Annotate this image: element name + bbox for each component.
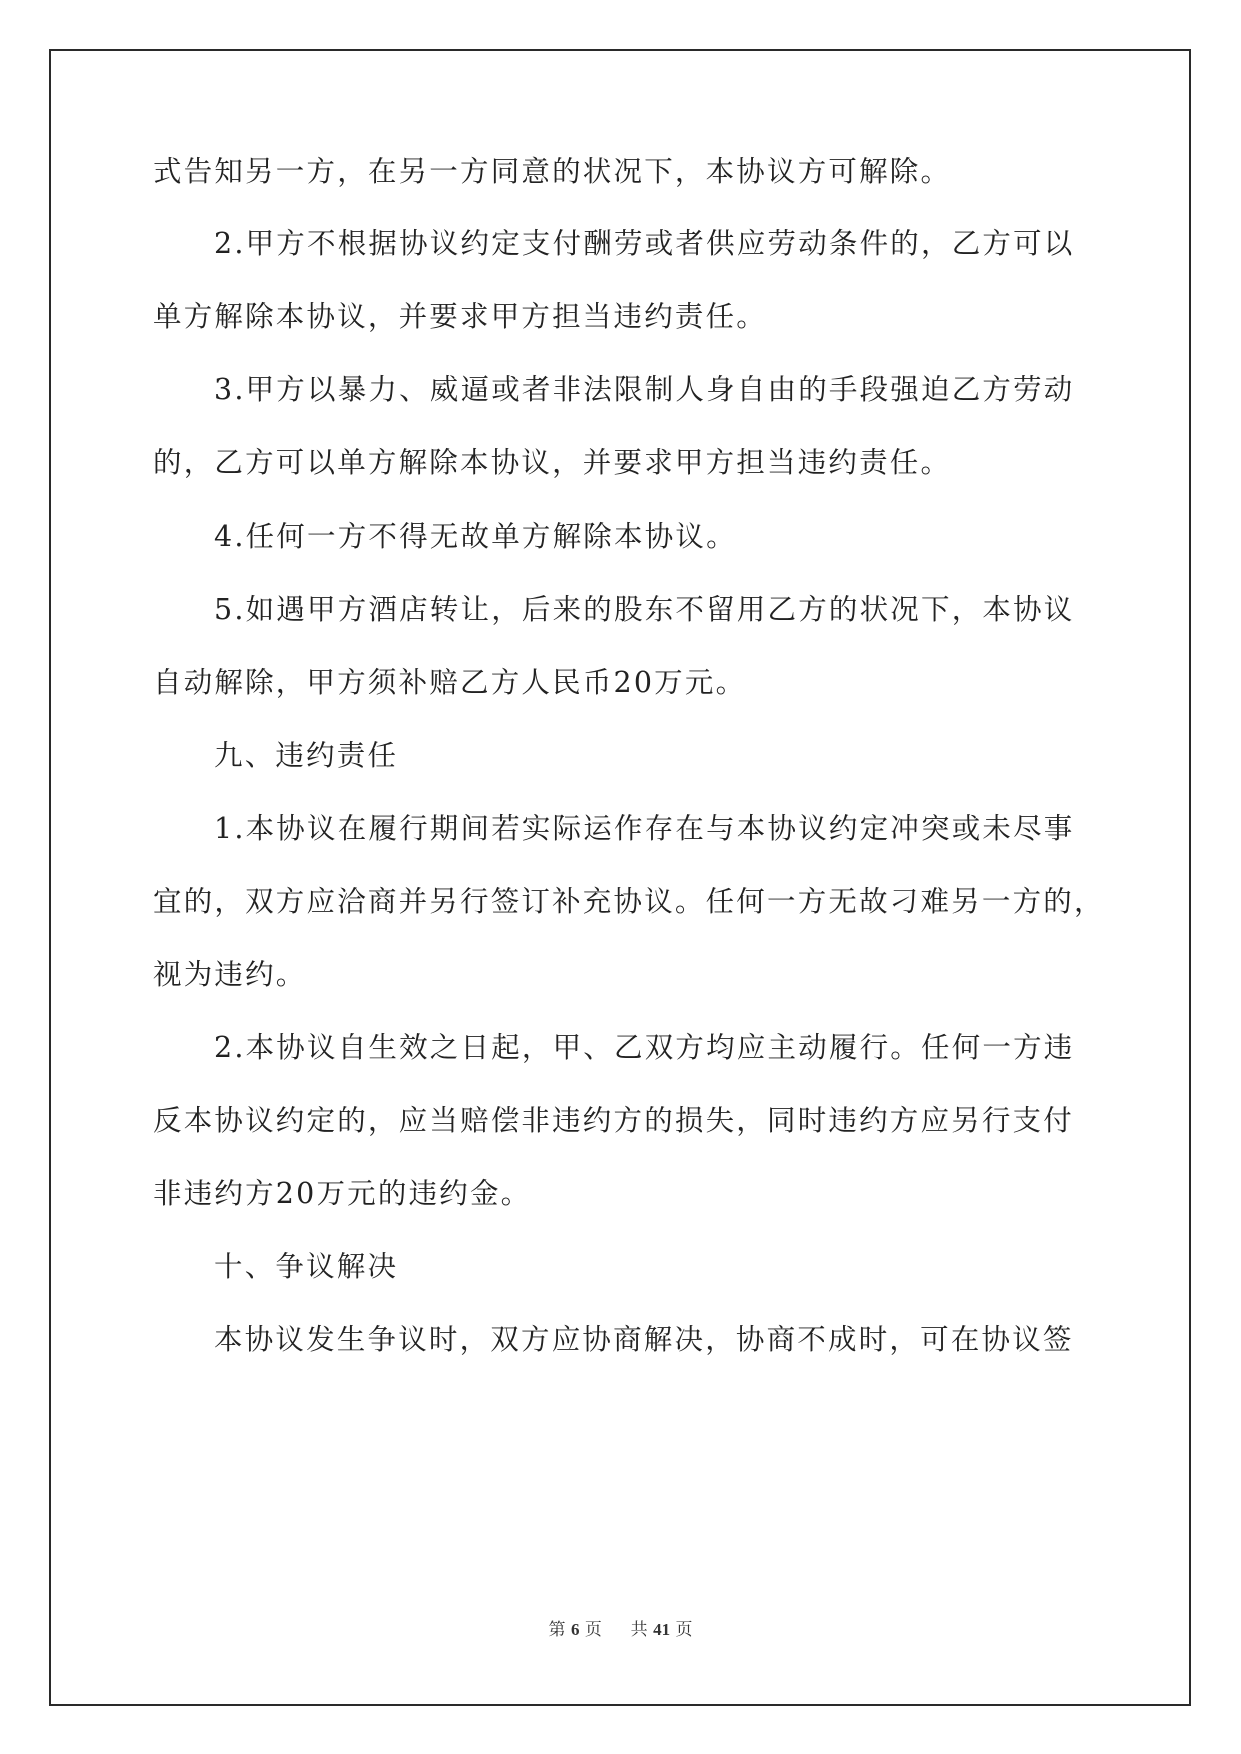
text-line: 视为违约。 <box>153 958 307 991</box>
page-footer <box>0 1618 1241 1642</box>
text-line: 式告知另一方，在另一方同意的状况下，本协议方可解除。 <box>153 155 952 188</box>
text-line: 单方解除本协议，并要求甲方担当违约责任。 <box>153 300 768 333</box>
text-line: 非违约方20万元的违约金。 <box>153 1177 532 1210</box>
text-line: 4.任何一方不得无故单方解除本协议。 <box>214 520 737 553</box>
text-line: 5.如遇甲方酒店转让，后来的股东不留用乙方的状况下，本协议 <box>214 593 1075 626</box>
footer-prefix: 第 <box>548 1620 566 1640</box>
footer-total-prefix: 共 <box>630 1620 648 1640</box>
section-heading: 十、争议解决 <box>214 1250 399 1283</box>
text-line: 的，乙方可以单方解除本协议，并要求甲方担当违约责任。 <box>153 446 952 479</box>
text-line: 1.本协议在履行期间若实际运作存在与本协议约定冲突或未尽事 <box>214 812 1075 845</box>
text-line: 宜的，双方应洽商并另行签订补充协议。任何一方无故刁难另一方的， <box>153 885 1105 918</box>
text-line: 3.甲方以暴力、威逼或者非法限制人身自由的手段强迫乙方劳动 <box>214 373 1075 406</box>
section-heading: 九、违约责任 <box>214 739 399 772</box>
current-page-number: 6 <box>570 1620 580 1639</box>
text-line: 2.本协议自生效之日起，甲、乙双方均应主动履行。任何一方违 <box>214 1031 1075 1064</box>
total-page-number: 41 <box>653 1620 671 1639</box>
footer-page-suffix: 页 <box>584 1620 602 1640</box>
text-line: 本协议发生争议时，双方应协商解决，协商不成时，可在协议签 <box>214 1323 1074 1356</box>
footer-total-suffix: 页 <box>675 1620 693 1640</box>
text-line: 反本协议约定的，应当赔偿非违约方的损失，同时违约方应另行支付 <box>153 1104 1075 1137</box>
text-line: 2.甲方不根据协议约定支付酬劳或者供应劳动条件的，乙方可以 <box>214 227 1075 260</box>
text-line: 自动解除，甲方须补赔乙方人民币20万元。 <box>153 666 747 699</box>
